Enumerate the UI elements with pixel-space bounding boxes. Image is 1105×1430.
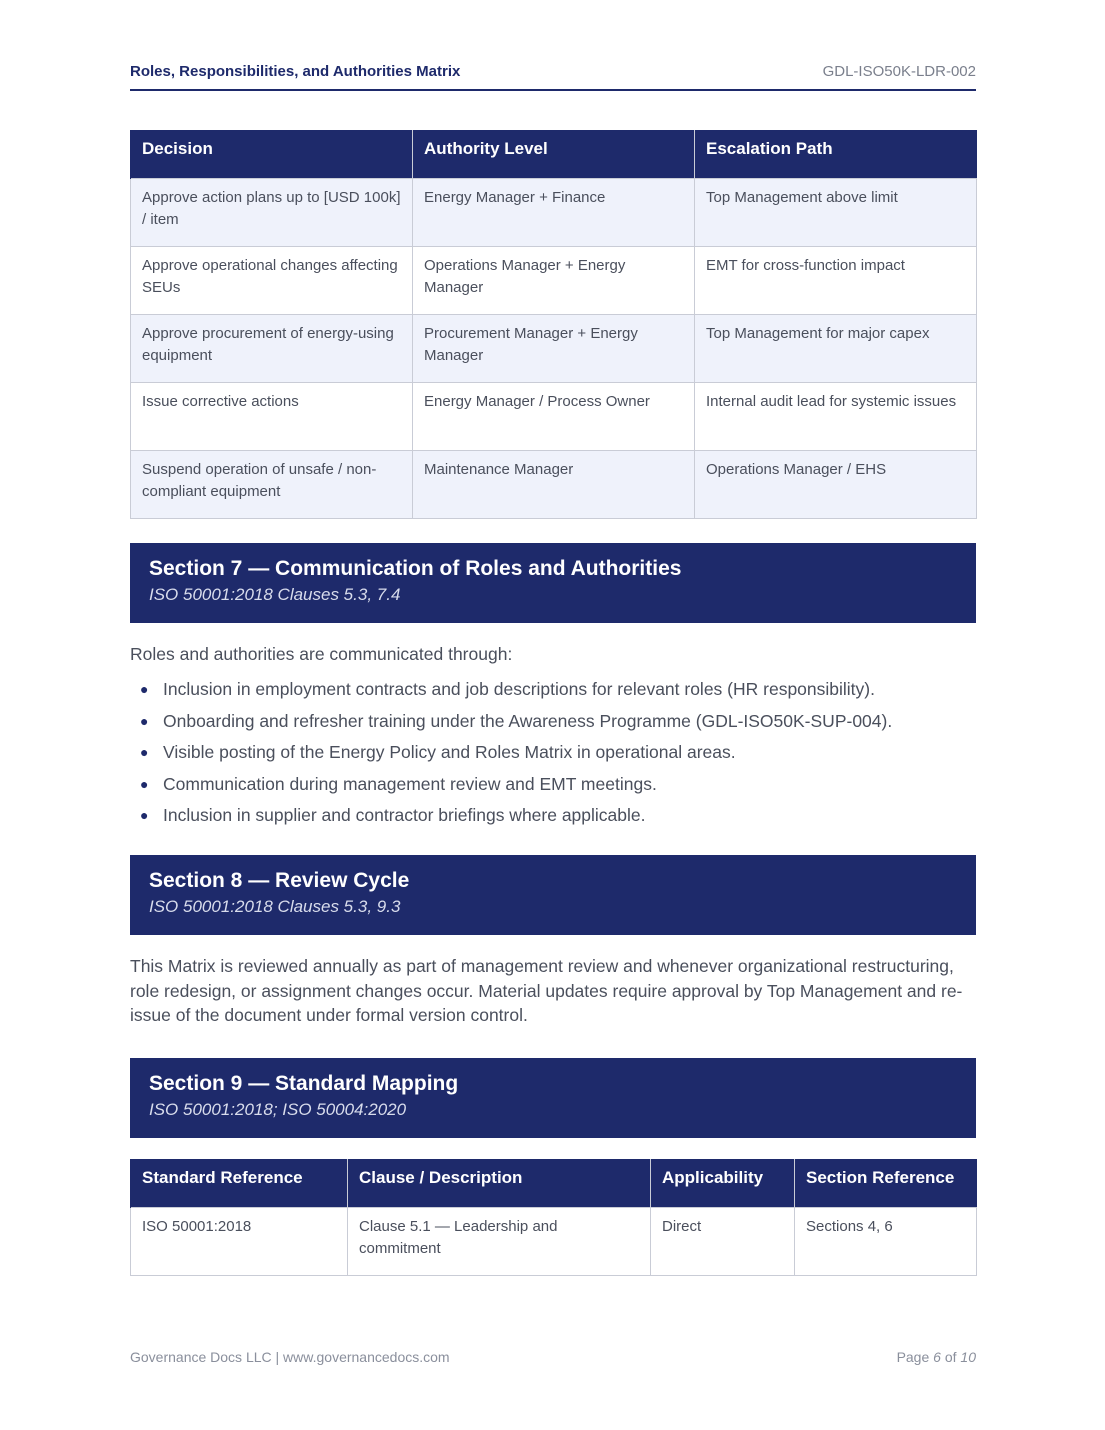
section-clauses: ISO 50001:2018 Clauses 5.3, 9.3 bbox=[149, 897, 401, 916]
table-cell: Direct bbox=[651, 1207, 795, 1275]
list-item: ● Communication during management review and EMT meetings. bbox=[130, 769, 976, 801]
table-cell: Procurement Manager + Energy Manager bbox=[413, 314, 695, 382]
footer-company: Governance Docs LLC | www.governancedocs.com bbox=[130, 1349, 450, 1365]
table-cell: Clause 5.1 — Leadership and commitment bbox=[348, 1207, 651, 1275]
authority-table bbox=[130, 130, 977, 519]
page-footer bbox=[130, 1349, 976, 1365]
table-row bbox=[131, 382, 977, 450]
table-cell: Energy Manager / Process Owner bbox=[413, 382, 695, 450]
section-9-header bbox=[130, 1058, 976, 1138]
table-cell: Internal audit lead for systemic issues bbox=[695, 382, 977, 450]
communication-list bbox=[130, 674, 976, 832]
document-title: Roles, Responsibilities, and Authorities Matrix bbox=[130, 63, 461, 80]
table-cell: ISO 50001:2018 bbox=[131, 1207, 348, 1275]
list-item: ● Inclusion in employment contracts and job descriptions for relevant roles (HR responsibility). bbox=[130, 674, 976, 706]
table-cell: Approve action plans up to [USD 100k] / item bbox=[131, 178, 413, 246]
table-header-row bbox=[131, 130, 977, 178]
table-cell: Operations Manager + Energy Manager bbox=[413, 246, 695, 314]
column-header: Escalation Path bbox=[695, 130, 977, 178]
table-cell: EMT for cross-function impact bbox=[695, 246, 977, 314]
section-heading: Section 7 — Communication of Roles and Authorities bbox=[149, 557, 682, 580]
section-heading: Section 8 — Review Cycle bbox=[149, 869, 410, 892]
bullet-icon: ● bbox=[140, 712, 149, 729]
table-cell: Issue corrective actions bbox=[131, 382, 413, 450]
page-number: Page 6 of 10 bbox=[896, 1349, 976, 1365]
bullet-icon: ● bbox=[140, 775, 149, 792]
table-row bbox=[131, 1207, 977, 1275]
table-cell: Maintenance Manager bbox=[413, 450, 695, 518]
table-row bbox=[131, 450, 977, 518]
section-heading: Section 9 — Standard Mapping bbox=[149, 1072, 459, 1095]
section-7-header bbox=[130, 543, 976, 623]
list-item: ● Visible posting of the Energy Policy and Roles Matrix in operational areas. bbox=[130, 737, 976, 769]
section-7-intro: Roles and authorities are communicated through: bbox=[130, 644, 513, 664]
section-8-header bbox=[130, 855, 976, 935]
section-8-body: This Matrix is reviewed annually as part of management review and whenever organizational restructuring, role redesign, or assignment changes occur. Material updates require approval by Top Management and re-issue of the document under formal version control. bbox=[130, 956, 963, 1025]
section-clauses: ISO 50001:2018 Clauses 5.3, 7.4 bbox=[149, 585, 401, 604]
table-cell: Approve operational changes affecting SEUs bbox=[131, 246, 413, 314]
table-cell: Approve procurement of energy-using equipment bbox=[131, 314, 413, 382]
table-cell: Sections 4, 6 bbox=[795, 1207, 977, 1275]
column-header: Clause / Description bbox=[348, 1159, 651, 1207]
table-row bbox=[131, 178, 977, 246]
table-cell: Top Management for major capex bbox=[695, 314, 977, 382]
list-item: ● Inclusion in supplier and contractor briefings where applicable. bbox=[130, 800, 976, 832]
column-header: Standard Reference bbox=[131, 1159, 348, 1207]
list-item: ● Onboarding and refresher training under the Awareness Programme (GDL-ISO50K-SUP-004). bbox=[130, 706, 976, 738]
standard-mapping-table bbox=[130, 1159, 977, 1276]
column-header: Applicability bbox=[651, 1159, 795, 1207]
section-clauses: ISO 50001:2018; ISO 50004:2020 bbox=[149, 1100, 407, 1119]
table-cell: Energy Manager + Finance bbox=[413, 178, 695, 246]
column-header: Decision bbox=[131, 130, 413, 178]
table-header-row bbox=[131, 1159, 977, 1207]
bullet-icon: ● bbox=[140, 744, 149, 760]
bullet-icon: ● bbox=[140, 681, 149, 697]
table-row bbox=[131, 314, 977, 382]
document-code: GDL-ISO50K-LDR-002 bbox=[822, 63, 976, 80]
column-header: Authority Level bbox=[413, 130, 695, 178]
table-row bbox=[131, 246, 977, 314]
table-cell: Operations Manager / EHS bbox=[695, 450, 977, 518]
running-header bbox=[130, 63, 976, 91]
table-cell: Top Management above limit bbox=[695, 178, 977, 246]
column-header: Section Reference bbox=[795, 1159, 977, 1207]
table-cell: Suspend operation of unsafe / non-compliant equipment bbox=[131, 450, 413, 518]
bullet-icon: ● bbox=[140, 807, 149, 823]
